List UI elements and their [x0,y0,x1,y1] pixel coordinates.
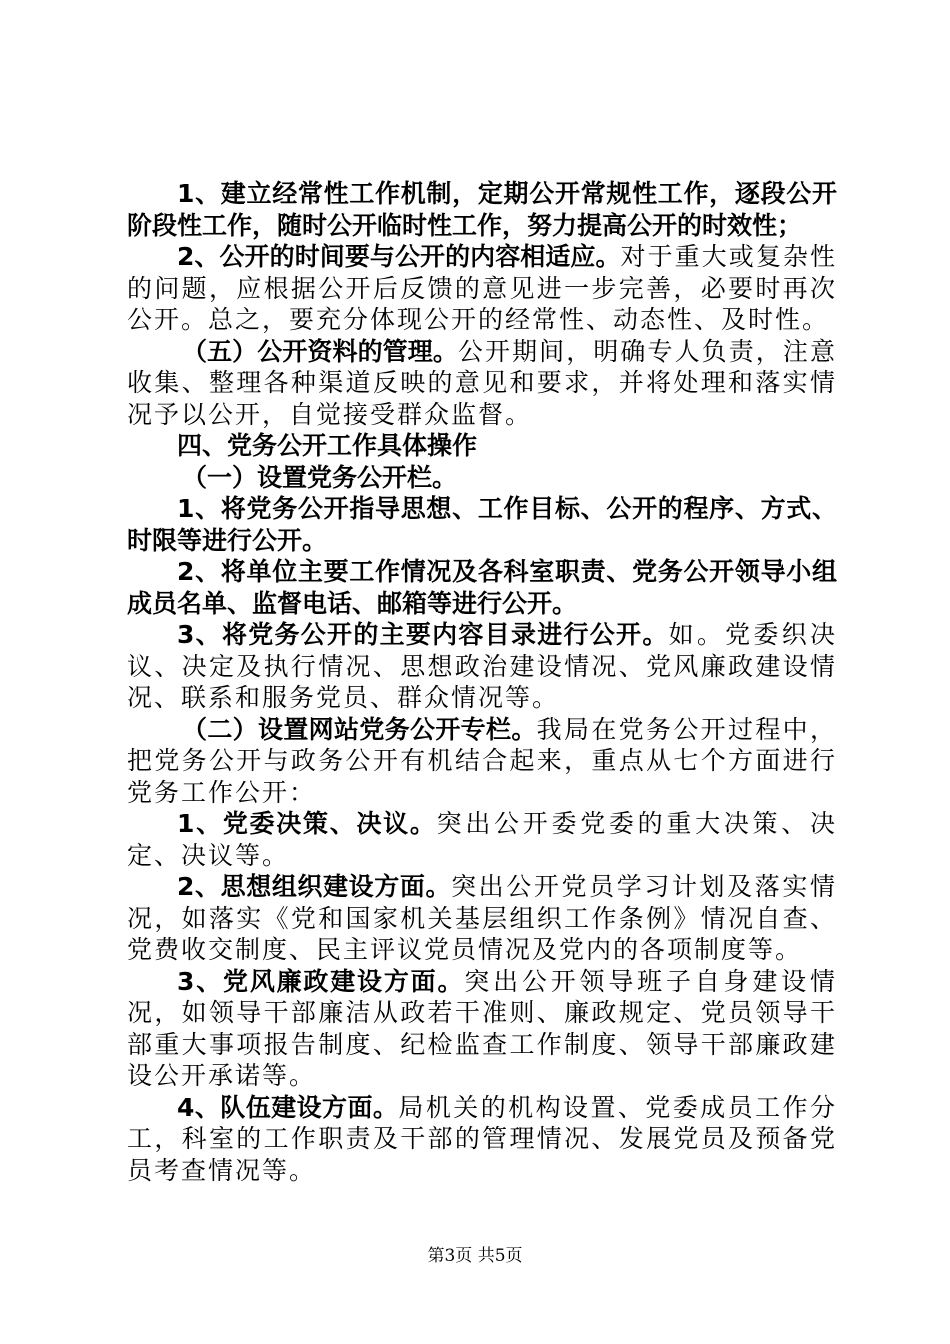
paragraph-heading: 3、党风廉政建设方面。 [177,966,465,996]
paragraph-text: 局机关的机构设置、党委成员工作分工，科室的工作职责及干部的管理情况、发展党员及预备党员考查情况等。 [127,1092,837,1185]
paragraph [127,241,837,336]
document-body [127,178,837,1186]
paragraph-heading: 1、党委决策、决议。 [177,809,437,838]
paragraph [127,966,837,1092]
paragraph-heading: 2、将单位主要工作情况及各科室职责、党务公开领导小组成员名单、监督电话、邮箱等进行公开。 [127,557,837,618]
paragraph [127,1092,837,1187]
paragraph [127,336,837,431]
paragraph [127,556,837,619]
paragraph [127,808,837,871]
section-heading [127,430,837,462]
paragraph [127,178,837,241]
paragraph-heading: 3、将党务公开的主要内容目录进行公开。 [177,620,669,649]
paragraph-text: 突出公开党员学习计划及落实情况，如落实《党和国家机关基层组织工作条例》情况自查、党费收交制度、民主评议党员情况及党内的各项制度等。 [127,872,837,964]
paragraph-heading: 1、将党务公开指导思想、工作目标、公开的程序、方式、时限等进行公开。 [127,494,837,555]
paragraph [127,619,837,714]
paragraph-heading: 1、建立经常性工作机制，定期公开常规性工作，逐段公开阶段性工作，随时公开临时性工作，努力提高公开的时效性； [127,179,837,240]
paragraph-text: 我局在党务公开过程中，把党务公开与政务公开有机结合起来，重点从七个方面进行党务工作公开： [127,714,837,807]
paragraph-heading: 四、党务公开工作具体操作 [177,431,478,460]
paragraph-text: 如。党委织决议、决定及执行情况、思想政治建设情况、党风廉政建设情况、联系和服务党员、群众情况等。 [127,620,837,712]
paragraph [127,493,837,556]
subsection-heading [127,462,837,494]
page-number-footer: 第3页 共5页 [427,1246,523,1266]
paragraph [127,714,837,809]
paragraph-heading: （五）公开资料的管理。 [182,336,458,366]
paragraph [127,871,837,966]
paragraph-text: 公开期间，明确专人负责，注意收集、整理各种渠道反映的意见和要求，并将处理和落实情况予以公开，自觉接受群众监督。 [127,336,837,429]
paragraph-text: 对于重大或复杂性的问题，应根据公开后反馈的意见进一步完善，必要时再次公开。总之，要充分体现公开的经常性、动态性、及时性。 [127,242,837,334]
paragraph-heading: 2、公开的时间要与公开的内容相适应。 [177,242,621,271]
paragraph-heading: （二）设置网站党务公开专栏。 [182,714,537,744]
paragraph-heading: 2、思想组织建设方面。 [177,872,452,901]
paragraph-text: 突出公开领导班子自身建设情况，如领导干部廉洁从政若干准则、廉政规定、党员领导干部重大事项报告制度、纪检监查工作制度、领导干部廉政建设公开承诺等。 [127,966,837,1090]
paragraph-text: 突出公开委党委的重大决策、决定、决议等。 [127,809,837,870]
paragraph-heading: 4、队伍建设方面。 [177,1092,399,1122]
paragraph-heading: （一）设置党务公开栏。 [182,462,458,492]
